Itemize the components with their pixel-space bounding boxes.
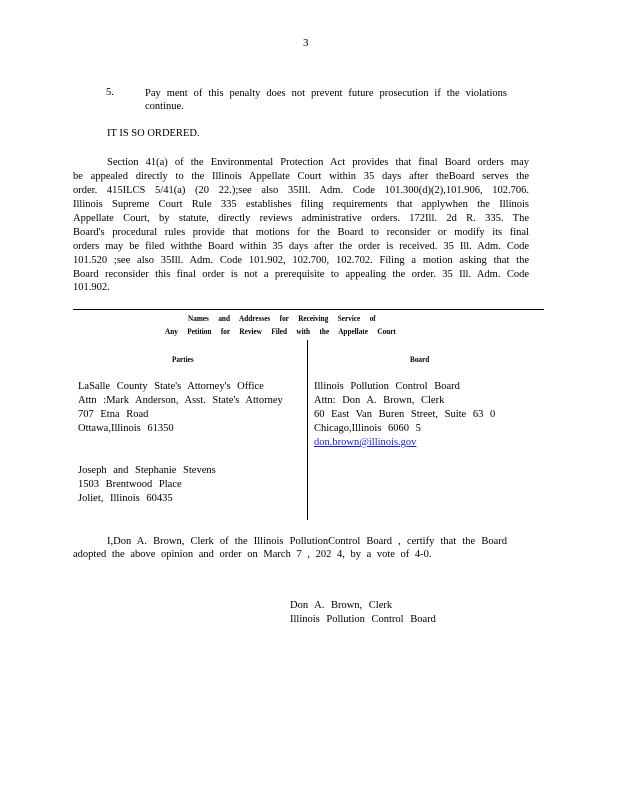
signature-org: Illinois Pollution Control Board: [290, 614, 436, 625]
paragraph-line: be appealed directly to the Illinois Appellate Court within 35 days after theBoard serves the: [73, 171, 529, 182]
paragraph-line: order. 415ILCS 5/41(a) (20 22.);see also 35Ill. Adm. Code 101.300(d)(2),101.906, 102.706.: [73, 185, 529, 196]
so-ordered: IT IS SO ORDERED.: [107, 128, 200, 139]
item-text-line1: Pay ment of this penalty does not prevent future prosecution if the violations: [145, 88, 507, 99]
page-number: 3: [303, 37, 309, 49]
signature-name: Don A. Brown, Clerk: [290, 600, 393, 611]
board-email-link[interactable]: don.brown@illinois.gov: [314, 437, 417, 448]
party1-city: Ottawa,Illinois 61350: [78, 423, 174, 434]
paragraph-line: Board reconsider this final order is not a prerequisite to appealing the order. 35 Ill. Adm. Code: [73, 269, 529, 280]
signature-block: [290, 599, 436, 627]
party1-attn: Attn :Mark Anderson, Asst. State's Attorney: [78, 395, 283, 406]
paragraph-line: Appellate Court, by statute, directly reviews administrative orders. 172Ill. 2d R. 335. The: [73, 213, 529, 224]
board-city: Chicago,Illinois 6060 5: [314, 423, 421, 434]
parties-header: Parties: [172, 354, 194, 364]
paragraph-line: orders may be filed withthe Board within 35 days after the order is received. 35 Ill. Adm. Code: [73, 241, 529, 252]
party2-name: Joseph and Stephanie Stevens: [78, 465, 216, 476]
board-attn: Attn: Don A. Brown, Clerk: [314, 395, 445, 406]
paragraph-line: 101.902.: [73, 282, 110, 293]
table-top-rule: [73, 309, 544, 310]
party2-city: Joliet, Illinois 60435: [78, 493, 173, 504]
item-text-line2: continue.: [145, 101, 184, 112]
table-header-line2: Any Petition for Review Filed with the Appellate Court: [165, 326, 396, 336]
board-name: Illinois Pollution Control Board: [314, 381, 460, 392]
party1-street: 707 Etna Road: [78, 409, 149, 420]
board-street: 60 East Van Buren Street, Suite 63 0: [314, 409, 496, 420]
paragraph-line: Illinois Supreme Court Rule 335 establishes filing requirements that applywhen the Illinois: [73, 199, 529, 210]
certification-line2: adopted the above opinion and order on March 7 , 202 4, by a vote of 4-0.: [73, 549, 432, 560]
party2-address: [78, 464, 216, 506]
table-column-divider: [307, 340, 308, 520]
board-address: [314, 380, 495, 450]
certification-line1: I,Don A. Brown, Clerk of the Illinois PollutionControl Board , certify that the Board: [107, 536, 507, 547]
party1-address: [78, 380, 283, 436]
paragraph-line: 101.520 ;see also 35Ill. Adm. Code 101.902, 102.700, 102.702. Filing a motion asking that the: [73, 255, 529, 266]
party1-name: LaSalle County State's Attorney's Office: [78, 381, 264, 392]
party2-street: 1503 Brentwood Place: [78, 479, 182, 490]
paragraph-line: Section 41(a) of the Environmental Protection Act provides that final Board orders may: [107, 157, 529, 168]
board-header: Board: [410, 354, 430, 364]
table-header-line1: Names and Addresses for Receiving Service of: [188, 313, 376, 323]
item-number: 5.: [106, 87, 114, 98]
paragraph-line: Board's procedural rules provide that motions for the Board to reconsider or modify its final: [73, 227, 529, 238]
